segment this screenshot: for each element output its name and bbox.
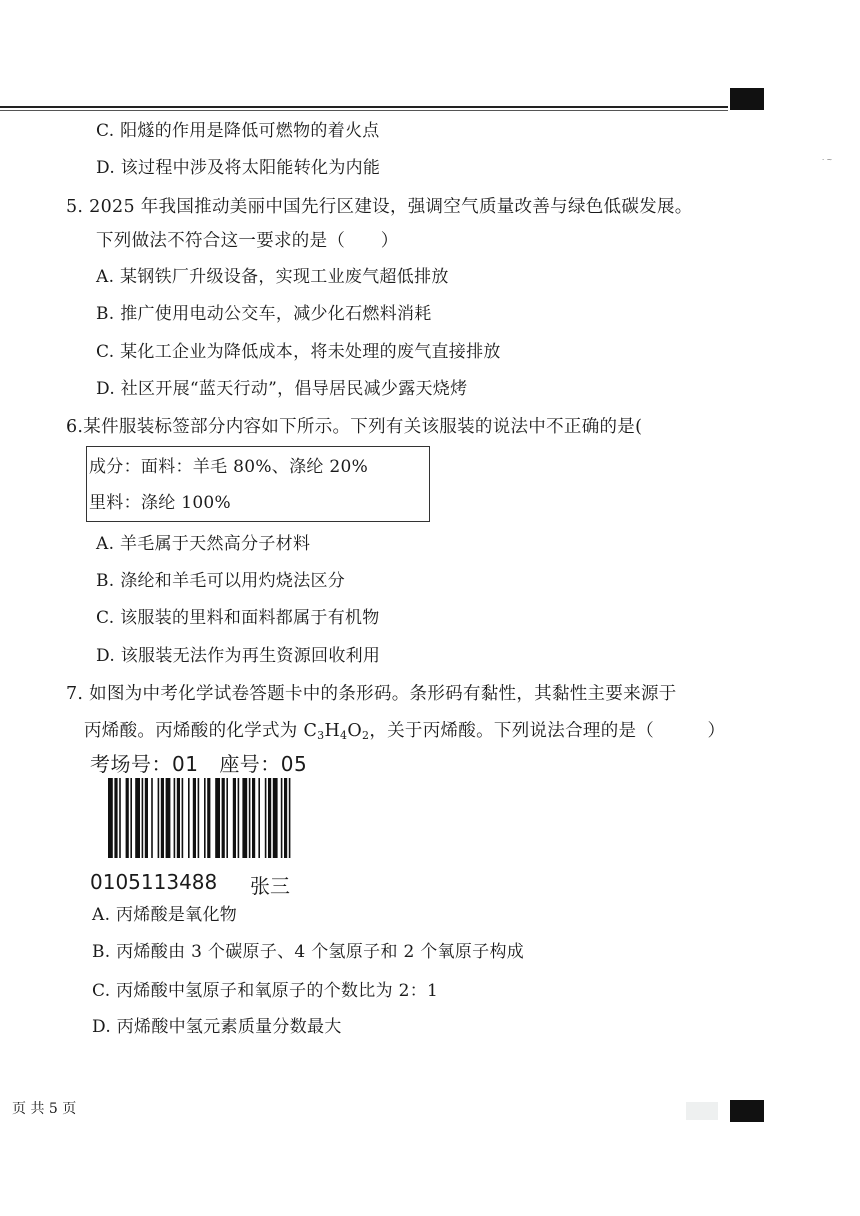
q5-option-c: C. 某化工企业为降低成本，将未处理的废气直接排放 [96, 342, 501, 362]
barcode-name: 张三 [250, 874, 290, 898]
q7-option-c: C. 丙烯酸中氢原子和氧原子的个数比为 2：1 [92, 981, 439, 1001]
q7-option-d: D. 丙烯酸中氢元素质量分数最大 [92, 1017, 342, 1037]
exam-room-number: 考场号：01 [90, 752, 199, 776]
q7-stem-1: 7. 如图为中考化学试卷答题卡中的条形码。条形码有黏性，其黏性主要来源于 [66, 684, 677, 704]
q5-stem-1: 5. 2025 年我国推动美丽中国先行区建设，强调空气质量改善与绿色低碳发展。 [66, 197, 693, 217]
q6-option-d: D. 该服装无法作为再生资源回收利用 [96, 646, 381, 666]
header-rule [0, 106, 728, 108]
q6-option-a: A. 羊毛属于天然高分子材料 [96, 534, 311, 554]
scan-smudge [686, 1102, 718, 1120]
barcode-number: 0105113488 [90, 870, 218, 894]
scan-speck: · ~ [822, 156, 833, 164]
q5-option-a: A. 某钢铁厂升级设备，实现工业废气超低排放 [96, 267, 449, 287]
header-rule-thin [0, 110, 728, 111]
q4-option-d: D. 该过程中涉及将太阳能转化为内能 [96, 158, 381, 178]
page-footer: 页 共 5 页 [12, 1101, 77, 1117]
seat-number: 座号：05 [219, 752, 308, 776]
q6-option-c: C. 该服装的里料和面料都属于有机物 [96, 608, 380, 628]
q4-option-c: C. 阳燧的作用是降低可燃物的着火点 [96, 121, 380, 141]
label-lining: 里料：涤纶 100% [89, 493, 232, 513]
registration-mark-top [730, 88, 764, 110]
registration-mark-bottom [730, 1100, 764, 1122]
q6-stem: 6.某件服装标签部分内容如下所示。下列有关该服装的说法中不正确的是( [66, 417, 643, 437]
barcode-card-header [90, 748, 321, 777]
q5-option-b: B. 推广使用电动公交车，减少化石燃料消耗 [96, 304, 432, 324]
clothing-label-box [86, 446, 430, 522]
q5-option-d: D. 社区开展“蓝天行动”，倡导居民减少露天烧烤 [96, 379, 468, 399]
q7-stem-2: 丙烯酸。丙烯酸的化学式为 $C_3H_4O_2$，关于丙烯酸。下列说法合理的是（ ） [84, 721, 726, 742]
q7-option-a: A. 丙烯酸是氧化物 [92, 905, 238, 925]
q6-option-b: B. 涤纶和羊毛可以用灼烧法区分 [96, 571, 346, 591]
q5-stem-2: 下列做法不符合这一要求的是（ ） [96, 231, 399, 251]
barcode-image [108, 778, 292, 858]
label-fabric: 成分：面料：羊毛 80%、涤纶 20% [89, 457, 369, 477]
q7-option-b: B. 丙烯酸由 3 个碳原子、4 个氢原子和 2 个氧原子构成 [92, 942, 525, 962]
